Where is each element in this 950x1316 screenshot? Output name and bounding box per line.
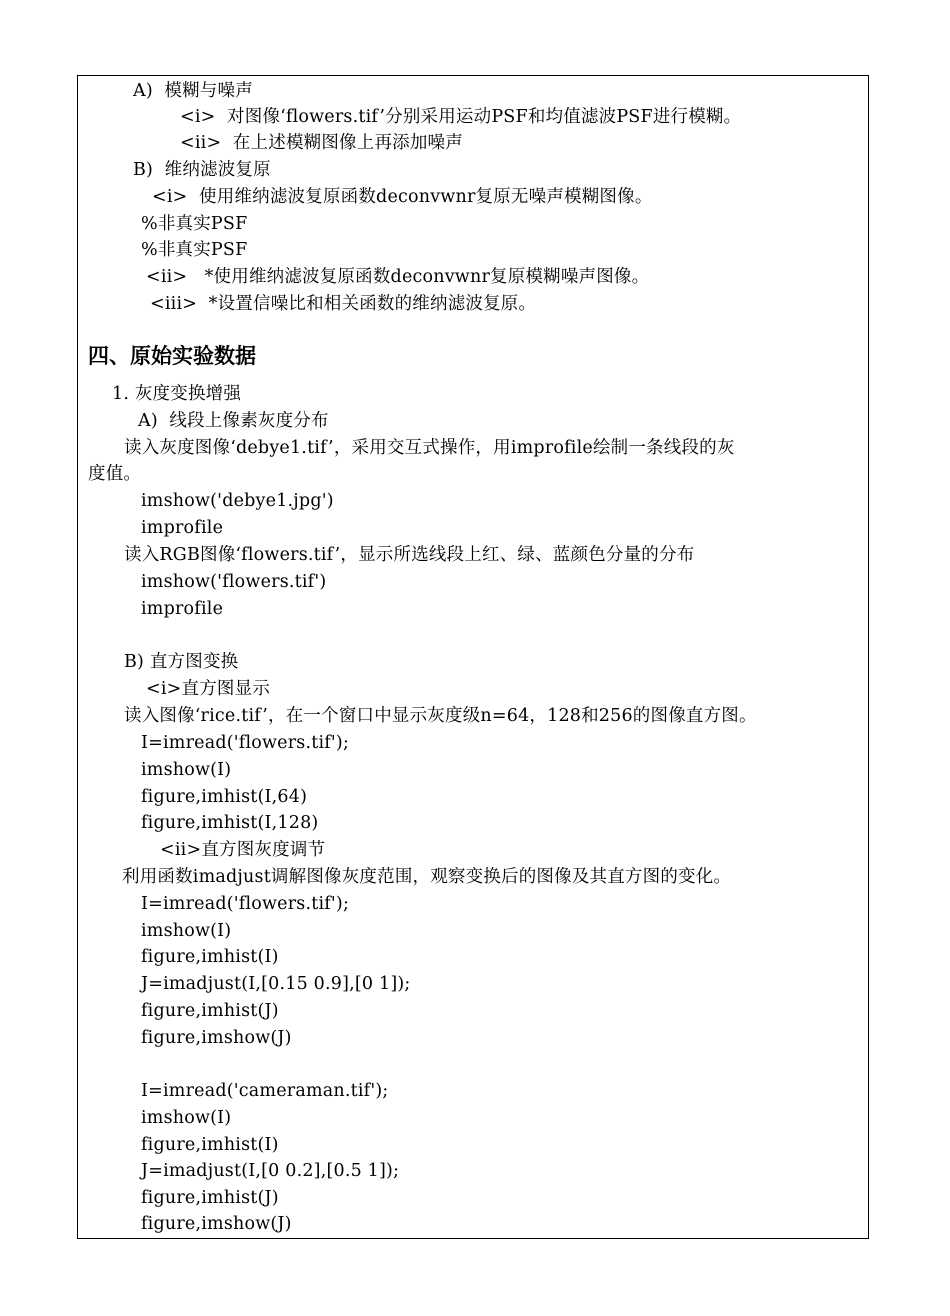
section-heading: 四、原始实验数据 bbox=[88, 344, 256, 368]
code-line: figure,imhist(I,64) bbox=[141, 787, 308, 807]
item-1-title: 1. 灰度变换增强 bbox=[112, 384, 242, 404]
sub-b-i-desc: 读入图像‘rice.tif’，在一个窗口中显示灰度级n=64，128和256的图像直方图。 bbox=[124, 706, 757, 726]
code-line: imshow('flowers.tif') bbox=[141, 572, 327, 592]
sub-a-title: A) 线段上像素灰度分布 bbox=[138, 411, 329, 431]
code-line: imshow(I) bbox=[141, 760, 232, 780]
code-line: improfile bbox=[141, 518, 224, 538]
sub-a-desc-1-line-1: 读入灰度图像‘debye1.tif’，采用交互式操作，用improfile绘制一条线段的灰 bbox=[124, 438, 735, 458]
part-b-comment-2: %非真实PSF bbox=[141, 240, 248, 260]
part-a-title: A) 模糊与噪声 bbox=[133, 81, 253, 101]
code-line: I=imread('cameraman.tif'); bbox=[141, 1081, 389, 1101]
sub-b-ii-title: <ii>直方图灰度调节 bbox=[160, 840, 326, 860]
sub-a-desc-1-line-2: 度值。 bbox=[88, 464, 142, 484]
sub-b-ii-desc: 利用函数imadjust调解图像灰度范围，观察变换后的图像及其直方图的变化。 bbox=[122, 867, 732, 887]
part-a-item-ii: <ii> 在上述模糊图像上再添加噪声 bbox=[180, 133, 463, 153]
part-b-comment-1: %非真实PSF bbox=[141, 214, 248, 234]
code-line: figure,imshow(J) bbox=[141, 1214, 292, 1234]
sub-b-i-title: <i>直方图显示 bbox=[146, 679, 271, 699]
sub-b-title: B) 直方图变换 bbox=[124, 652, 239, 672]
code-line: figure,imhist(I) bbox=[141, 947, 279, 967]
code-line: I=imread('flowers.tif'); bbox=[141, 894, 350, 914]
sub-a-desc-2: 读入RGB图像‘flowers.tif’，显示所选线段上红、绿、蓝颜色分量的分布 bbox=[124, 545, 695, 565]
code-line: J=imadjust(I,[0 0.2],[0.5 1]); bbox=[141, 1161, 400, 1181]
code-line: figure,imhist(J) bbox=[141, 1188, 279, 1208]
code-line: figure,imhist(J) bbox=[141, 1001, 279, 1021]
code-line: imshow('debye1.jpg') bbox=[141, 491, 334, 511]
code-line: figure,imshow(J) bbox=[141, 1028, 292, 1048]
part-a-item-i: <i> 对图像‘flowers.tif’分别采用运动PSF和均值滤波PSF进行模糊。 bbox=[180, 107, 742, 127]
part-b-item-iii: <iii> *设置信噪比和相关函数的维纳滤波复原。 bbox=[150, 294, 537, 314]
code-line: I=imread('flowers.tif'); bbox=[141, 733, 350, 753]
code-line: improfile bbox=[141, 599, 224, 619]
part-b-item-ii: <ii> *使用维纳滤波复原函数deconvwnr复原模糊噪声图像。 bbox=[146, 267, 650, 287]
code-line: imshow(I) bbox=[141, 921, 232, 941]
code-line: J=imadjust(I,[0.15 0.9],[0 1]); bbox=[141, 974, 411, 994]
code-line: figure,imhist(I,128) bbox=[141, 813, 319, 833]
code-line: figure,imhist(I) bbox=[141, 1135, 279, 1155]
code-line: imshow(I) bbox=[141, 1108, 232, 1128]
part-b-item-i: <i> 使用维纳滤波复原函数deconvwnr复原无噪声模糊图像。 bbox=[152, 187, 653, 207]
part-b-title: B) 维纳滤波复原 bbox=[133, 160, 271, 180]
